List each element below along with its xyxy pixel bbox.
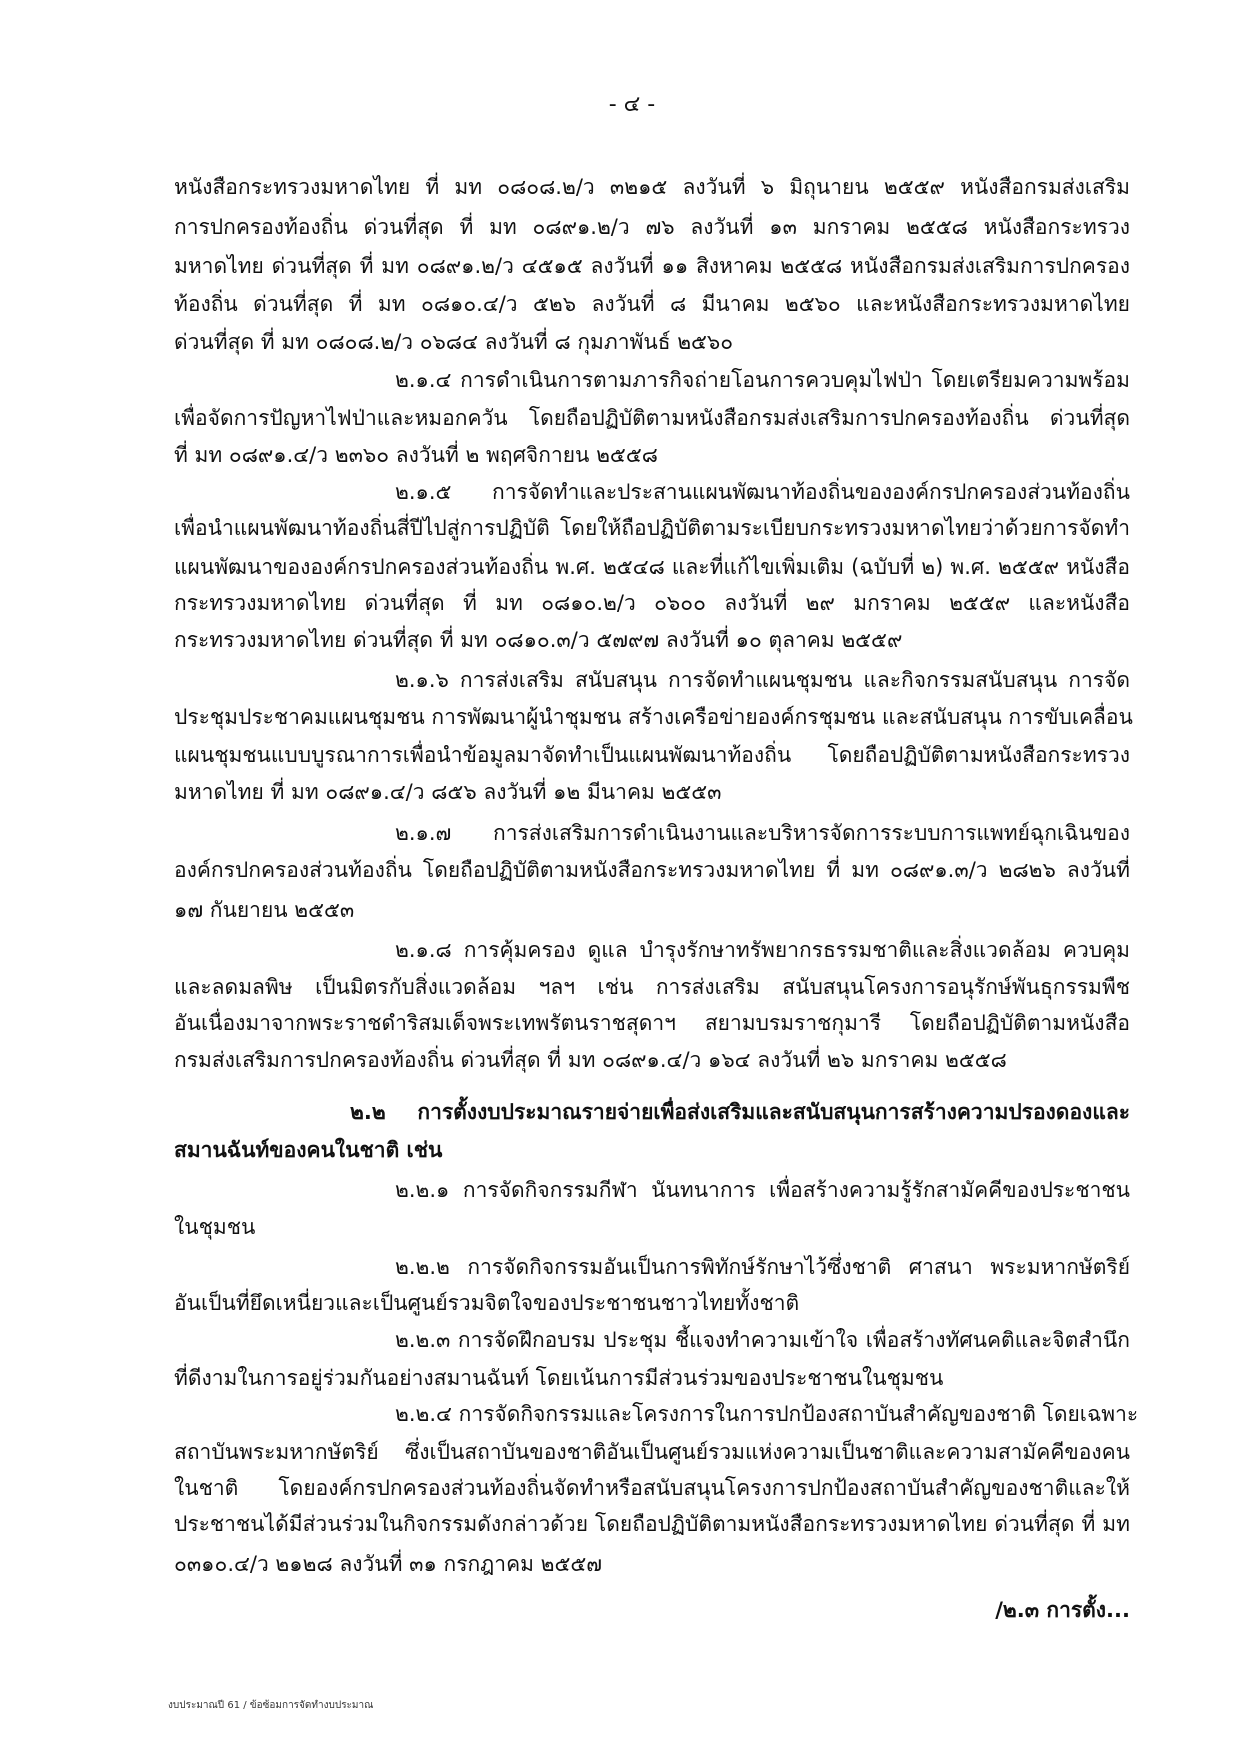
text-line: ๑๗ กันยายน ๒๕๕๓	[174, 898, 355, 922]
text-line: ท้องถิ่น ด่วนที่สุด ที่ มท ๐๘๑๐.๔/ว ๕๒๖ ลงวันที่ ๘ มีนาคม ๒๕๖๐ และหนังสือกระทรวงมหาดไทย	[174, 292, 1130, 316]
text-line: ๒.๑.๕ การจัดทำและประสานแผนพัฒนาท้องถิ่นขององค์กรปกครองส่วนท้องถิ่น	[395, 480, 1130, 504]
text-line: กระทรวงมหาดไทย ด่วนที่สุด ที่ มท ๐๘๑๐.๒/ว ๐๖๐๐ ลงวันที่ ๒๙ มกราคม ๒๕๕๙ และหนังสือ	[174, 591, 1130, 615]
text-line: ๐๓๑๐.๔/ว ๒๑๒๘ ลงวันที่ ๓๑ กรกฎาคม ๒๕๕๗	[174, 1552, 603, 1576]
page-footer: งบประมาณปี 61 / ข้อซ้อมการจัดทำงบประมาณ	[168, 1700, 374, 1711]
text-line: เพื่อจัดการปัญหาไฟป่าและหมอกควัน โดยถือปฏิบัติตามหนังสือกรมส่งเสริมการปกครองท้องถิ่น ด่วนที่สุด	[174, 406, 1130, 430]
text-line: อันเป็นที่ยึดเหนี่ยวและเป็นศูนย์รวมจิตใจของประชาชนชาวไทยทั้งชาติ	[174, 1291, 800, 1315]
text-line: องค์กรปกครองส่วนท้องถิ่น โดยถือปฏิบัติตามหนังสือกระทรวงมหาดไทย ที่ มท ๐๘๙๑.๓/ว ๒๘๒๖ ลงวันที่	[174, 858, 1130, 882]
text-line: และลดมลพิษ เป็นมิตรกับสิ่งแวดล้อม ฯลฯ เช่น การส่งเสริม สนับสนุนโครงการอนุรักษ์พันธุกรรมพืช	[174, 975, 1130, 999]
text-line: ที่ มท ๐๘๙๑.๔/ว ๒๓๖๐ ลงวันที่ ๒ พฤศจิกายน ๒๕๕๘	[174, 443, 658, 467]
text-line: มหาดไทย ด่วนที่สุด ที่ มท ๐๘๙๑.๒/ว ๔๕๑๕ ลงวันที่ ๑๑ สิงหาคม ๒๕๕๘ หนังสือกรมส่งเสริมการปกครอง	[174, 254, 1130, 278]
text-line: ๒.๒.๒ การจัดกิจกรรมอันเป็นการพิทักษ์รักษาไว้ซึ่งชาติ ศาสนา พระมหากษัตริย์	[395, 1255, 1130, 1279]
text-line: สมานฉันท์ของคนในชาติ เช่น	[174, 1138, 443, 1162]
text-line: ในชาติ โดยองค์กรปกครองส่วนท้องถิ่นจัดทำหรือสนับสนุนโครงการปกป้องสถาบันสำคัญของชาติและให้	[174, 1476, 1130, 1500]
text-line: ในชุมชน	[174, 1215, 256, 1239]
text-line: หนังสือกระทรวงมหาดไทย ที่ มท ๐๘๐๘.๒/ว ๓๒๑๕ ลงวันที่ ๖ มิถุนายน ๒๕๕๙ หนังสือกรมส่งเสริม	[174, 175, 1130, 199]
text-line: ที่ดีงามในการอยู่ร่วมกันอย่างสมานฉันท์ โดยเน้นการมีส่วนร่วมของประชาชนในชุมชน	[174, 1366, 944, 1390]
text-line: สถาบันพระมหากษัตริย์ ซึ่งเป็นสถาบันของชาติอันเป็นศูนย์รวมแห่งความเป็นชาติและความสามัคคีของคน	[174, 1440, 1130, 1464]
text-line: แผนพัฒนาขององค์กรปกครองส่วนท้องถิ่น พ.ศ. ๒๕๔๘ และที่แก้ไขเพิ่มเติม (ฉบับที่ ๒) พ.ศ. ๒๕๕๙ หนังสือ	[174, 555, 1130, 579]
text-line: ประชุมประชาคมแผนชุมชน การพัฒนาผู้นำชุมชน สร้างเครือข่ายองค์กรชุมชน และสนับสนุน การขับเคลื่อน	[174, 705, 1133, 729]
text-line: มหาดไทย ที่ มท ๐๘๙๑.๔/ว ๘๕๖ ลงวันที่ ๑๒ มีนาคม ๒๕๕๓	[174, 780, 722, 804]
text-line: อันเนื่องมาจากพระราชดำริสมเด็จพระเทพรัตนราชสุดาฯ สยามบรมราชกุมารี โดยถือปฏิบัติตามหนังสือ	[174, 1011, 1130, 1035]
text-line: ๒.๒.๓ การจัดฝึกอบรม ประชุม ชี้แจงทำความเข้าใจ เพื่อสร้างทัศนคติและจิตสำนึก	[395, 1328, 1130, 1352]
text-line: ๒.๒.๑ การจัดกิจกรรมกีฬา นันทนาการ เพื่อสร้างความรู้รักสามัคคีของประชาชน	[395, 1178, 1130, 1202]
text-line: ด่วนที่สุด ที่ มท ๐๘๐๘.๒/ว ๐๖๘๔ ลงวันที่ ๘ กุมภาพันธ์ ๒๕๖๐	[174, 330, 734, 354]
text-line: ๒.๒.๔ การจัดกิจกรรมและโครงการในการปกป้องสถาบันสำคัญของชาติ โดยเฉพาะ	[395, 1402, 1139, 1426]
text-line: กระทรวงมหาดไทย ด่วนที่สุด ที่ มท ๐๘๑๐.๓/ว ๕๗๙๗ ลงวันที่ ๑๐ ตุลาคม ๒๕๕๙	[174, 628, 903, 652]
text-line: ๒.๑.๗ การส่งเสริมการดำเนินงานและบริหารจัดการระบบการแพทย์ฉุกเฉินของ	[395, 821, 1130, 845]
continuation-marker: /๒.๓ การตั้ง...	[995, 1598, 1130, 1622]
text-line: กรมส่งเสริมการปกครองท้องถิ่น ด่วนที่สุด ที่ มท ๐๘๙๑.๔/ว ๑๖๔ ลงวันที่ ๒๖ มกราคม ๒๕๕๘	[174, 1048, 1007, 1072]
page-number: - ๔ -	[608, 92, 656, 117]
text-line: ๒.๑.๘ การคุ้มครอง ดูแล บำรุงรักษาทรัพยากรธรรมชาติและสิ่งแวดล้อม ควบคุม	[395, 938, 1130, 962]
text-line: แผนชุมชนแบบบูรณาการเพื่อนำข้อมูลมาจัดทำเป็นแผนพัฒนาท้องถิ่น โดยถือปฏิบัติตามหนังสือกระทรวง	[174, 743, 1130, 767]
text-line: เพื่อนำแผนพัฒนาท้องถิ่นสี่ปีไปสู่การปฏิบัติ โดยให้ถือปฏิบัติตามระเบียบกระทรวงมหาดไทยว่าด้วยการจัดทำ	[174, 516, 1130, 540]
text-line: ๒.๒ การตั้งงบประมาณรายจ่ายเพื่อส่งเสริมและสนับสนุนการสร้างความปรองดองและ	[350, 1100, 1130, 1124]
text-line: ๒.๑.๔ การดำเนินการตามภารกิจถ่ายโอนการควบคุมไฟป่า โดยเตรียมความพร้อม	[395, 368, 1130, 392]
text-line: การปกครองท้องถิ่น ด่วนที่สุด ที่ มท ๐๘๙๑.๒/ว ๗๖ ลงวันที่ ๑๓ มกราคม ๒๕๕๘ หนังสือกระทรวง	[174, 215, 1130, 239]
text-line: ๒.๑.๖ การส่งเสริม สนับสนุน การจัดทำแผนชุมชน และกิจกรรมสนับสนุน การจัด	[395, 668, 1130, 692]
text-line: ประชาชนได้มีส่วนร่วมในกิจกรรมดังกล่าวด้วย โดยถือปฏิบัติตามหนังสือกระทรวงมหาดไทย ด่วนที่สุด ที่ มท	[174, 1512, 1130, 1536]
